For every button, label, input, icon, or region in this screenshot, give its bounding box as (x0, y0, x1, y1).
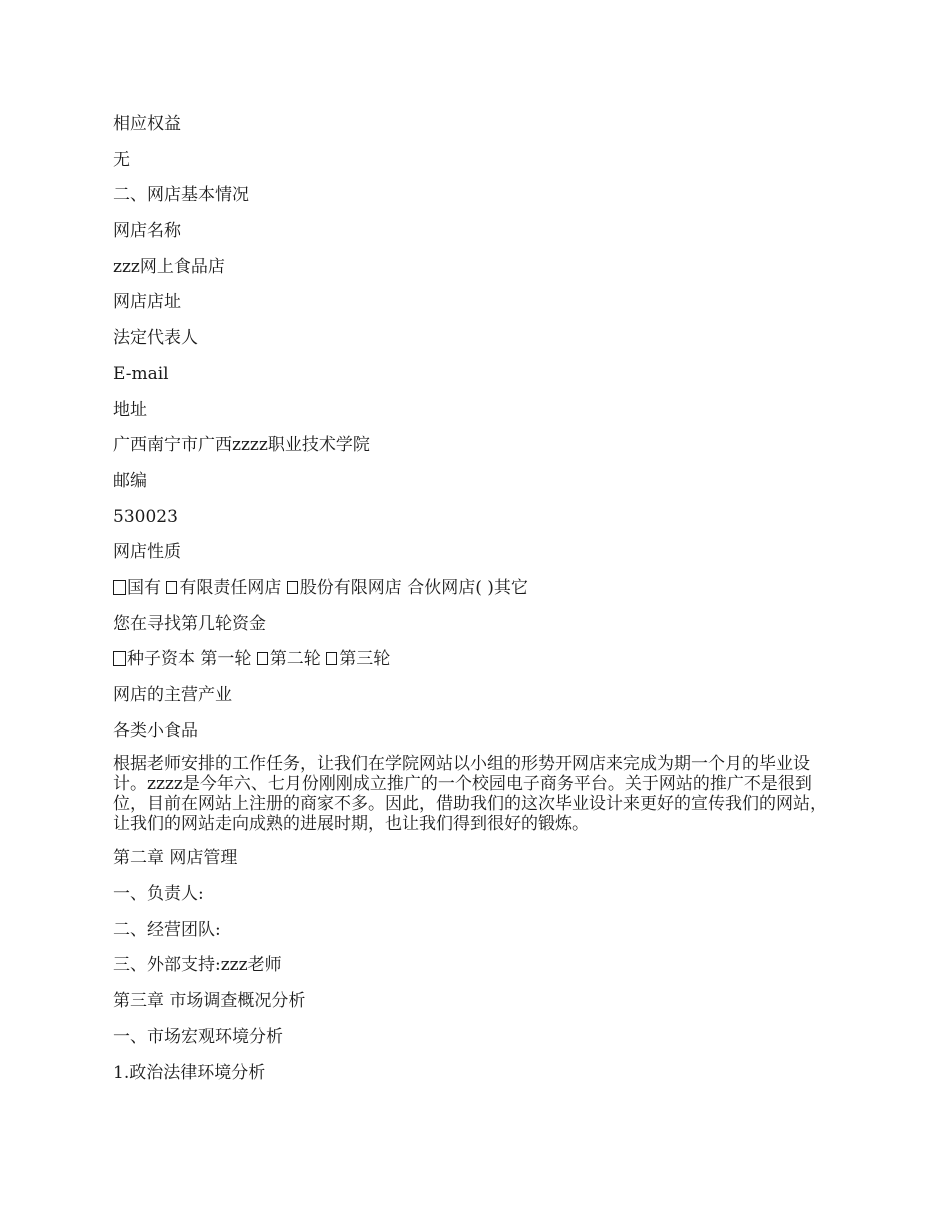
chapter3-item-political-legal: 1.政治法律环境分析 (113, 1062, 266, 1083)
address-label: 地址 (113, 399, 147, 420)
chapter3-item-macro: 一、市场宏观环境分析 (113, 1026, 283, 1047)
nature-option-state-owned: 国有 (127, 577, 161, 598)
section2-title: 二、网店基本情况 (113, 185, 249, 206)
shop-address-label: 网店店址 (113, 292, 181, 313)
checkbox-icon (113, 651, 126, 666)
chapter2-item-team: 二、经营团队: (113, 919, 221, 940)
funding-option-round3: 第三轮 (339, 649, 391, 670)
shop-name-value: zzz网上食品店 (113, 256, 225, 277)
postcode-label: 邮编 (113, 470, 147, 491)
funding-round-label: 您在寻找第几轮资金 (113, 613, 266, 634)
nature-options-row (113, 576, 843, 600)
main-industry-value: 各类小食品 (113, 720, 198, 741)
rights-value: 无 (113, 149, 130, 170)
legal-rep-label: 法定代表人 (113, 328, 198, 349)
email-label: E-mail (113, 363, 169, 384)
address-value: 广西南宁市广西zzzz职业技术学院 (113, 435, 370, 456)
main-industry-label: 网店的主营产业 (113, 685, 232, 705)
nature-option-limited-liability: 有限责任网店 (179, 577, 282, 598)
chapter3-title: 第三章 市场调查概况分析 (113, 991, 306, 1012)
shop-name-label: 网店名称 (113, 221, 181, 242)
chapter2-item-support: 三、外部支持:zzz老师 (113, 955, 282, 976)
postcode-value: 530023 (113, 506, 178, 527)
background-paragraph: 根据老师安排的工作任务，让我们在学院网站以小组的形势开网店来完成为期一个月的毕业设计。zzzz是今年六、七月份刚刚成立推广的一个校园电子商务平台。关于网站的推广不是很到位，目前在网站上注册的商家不多。因此，借助我们的这次毕业设计来更好的宣传我们的网站，让我们的网站走向成熟的进展时期，也让我们得到很好的锻炼。 (113, 754, 827, 835)
checkbox-icon (113, 580, 126, 595)
funding-option-round2: 第二轮 (269, 649, 321, 670)
rights-label: 相应权益 (113, 114, 181, 134)
nature-option-partnership-other: 合伙网店( )其它 (407, 577, 528, 598)
nature-label: 网店性质 (113, 542, 181, 563)
funding-option-round1: 第一轮 (200, 649, 252, 670)
nature-option-joint-stock: 股份有限网店 (299, 577, 402, 598)
funding-options-row (113, 647, 843, 671)
chapter2-item-responsible: 一、负责人: (113, 884, 204, 905)
checkbox-icon (326, 652, 337, 665)
checkbox-icon (287, 581, 298, 594)
chapter2-title: 第二章 网店管理 (113, 848, 238, 869)
checkbox-icon (166, 581, 177, 594)
document-page (113, 112, 843, 1096)
checkbox-icon (257, 652, 268, 665)
funding-option-seed: 种子资本 (127, 649, 195, 670)
